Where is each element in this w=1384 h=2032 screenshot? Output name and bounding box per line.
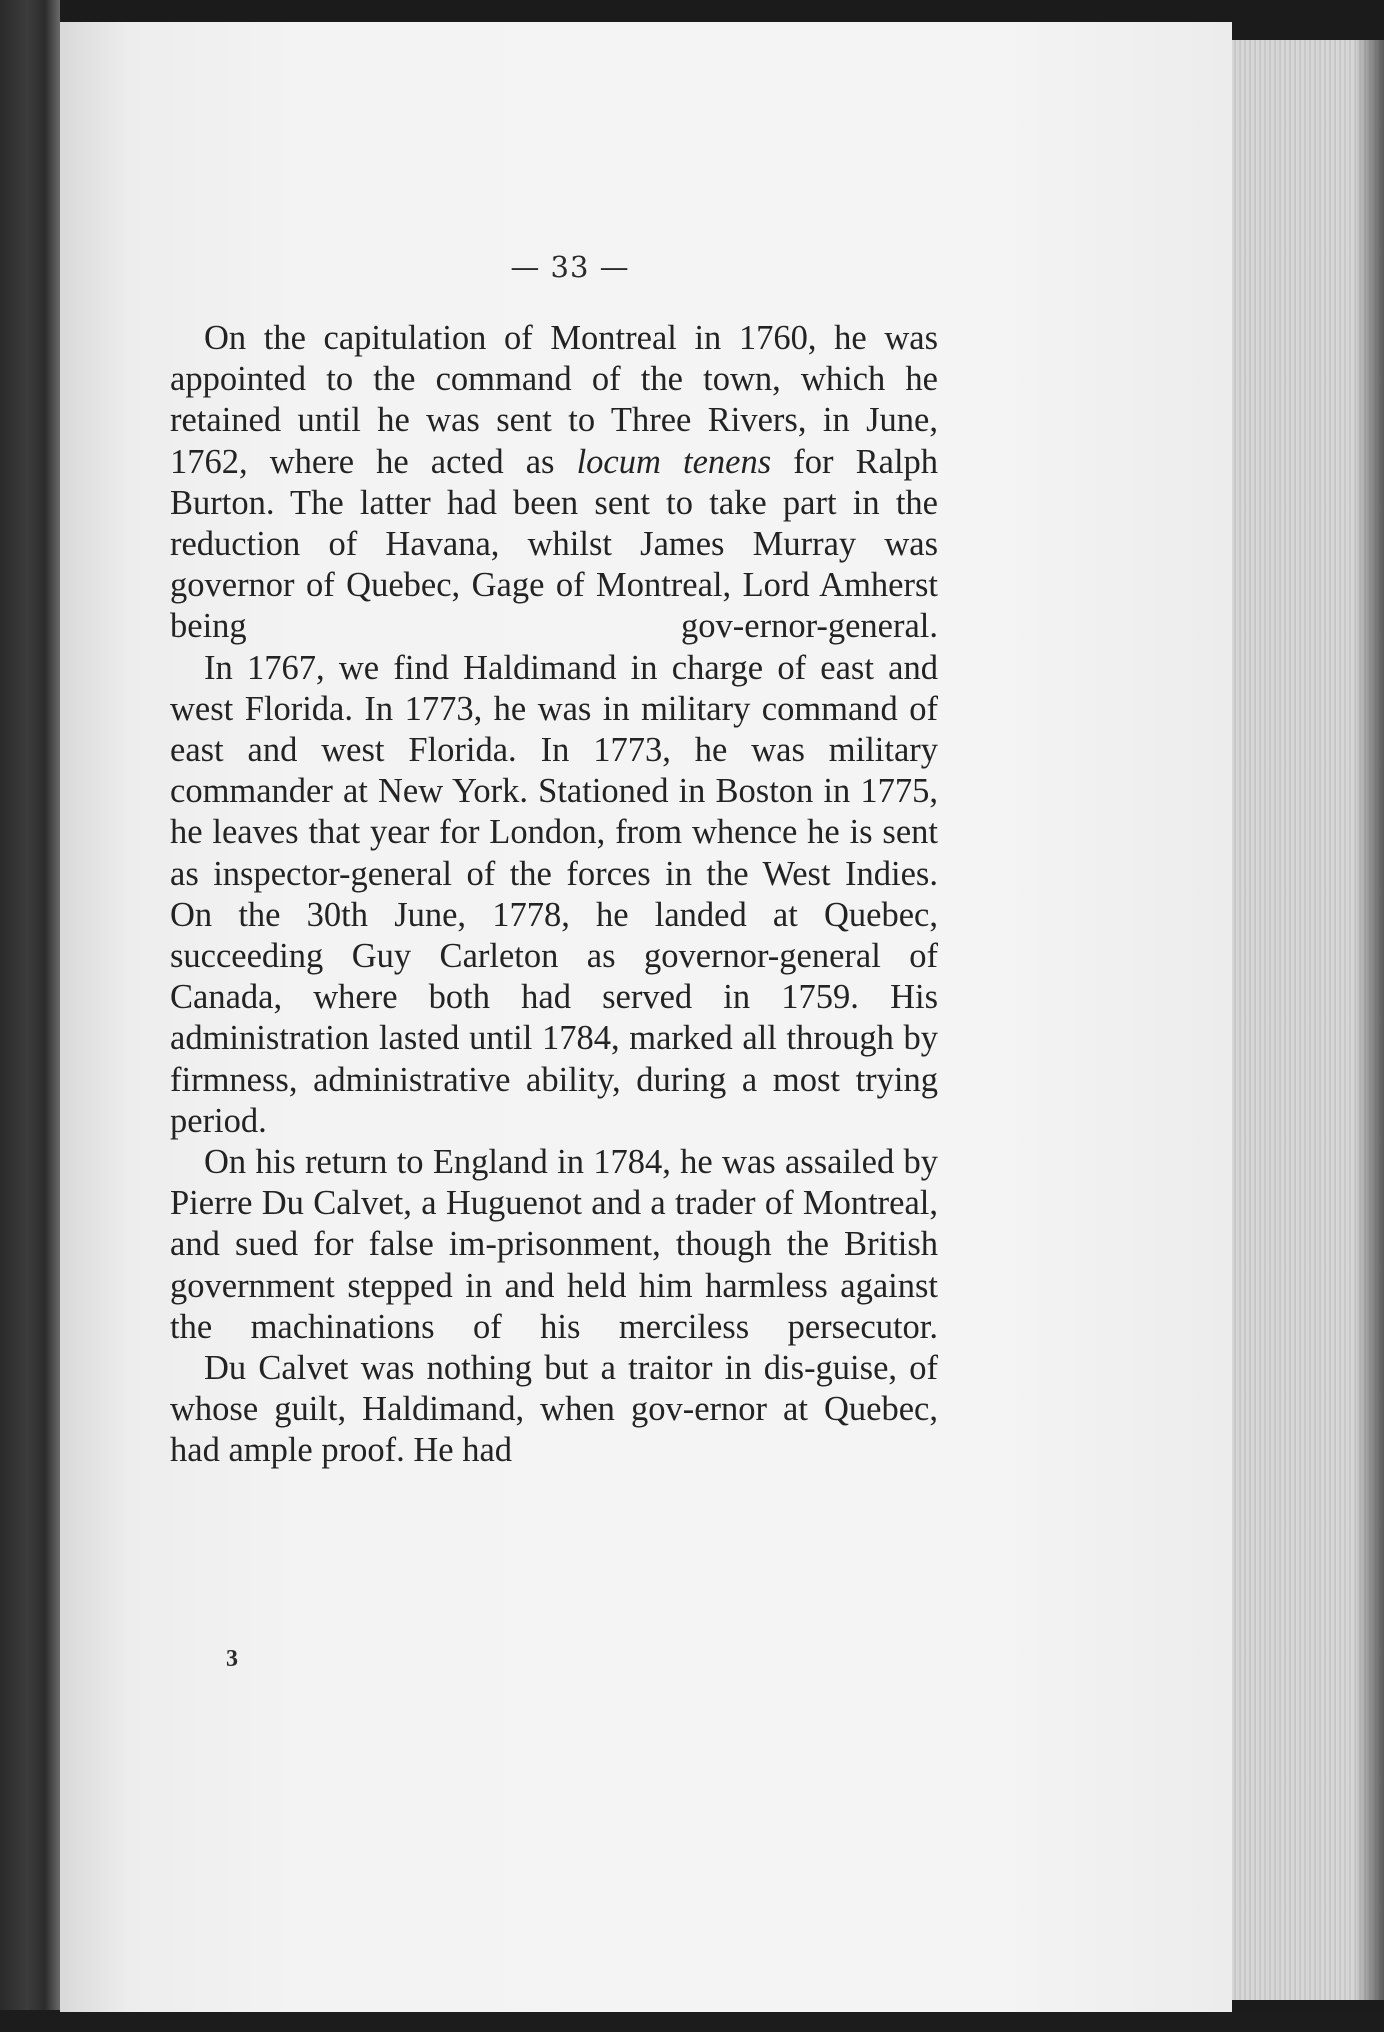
- paragraph-4: Du Calvet was nothing but a traitor in dis-guise, of whose guilt, Haldimand, when gov-ernor at Quebec, had ample proof. He had: [170, 1349, 938, 1470]
- paragraph-1-before-italic: On the capitulation of Montreal in 1760, he was appointed to the command of the town, which he retained until he was sent to Three Rivers, in June, 1762, where he acted as: [170, 319, 938, 481]
- bottom-shadow: [0, 2010, 1384, 2032]
- book-page-edges: [1232, 40, 1384, 2000]
- page-number: — 33 —: [510, 250, 630, 284]
- signature-mark: 3: [226, 1646, 238, 1672]
- paragraph-2: In 1767, we find Haldimand in charge of east and west Florida. In 1773, he was in military command of east and west Florida. In 1773, he was military commander at New York. Stationed in Boston in 1775, he leaves that year for London, from whence he is sent as inspector-general of the forces in the West Indies. On the 30th June, 1778, he landed at Quebec, succeeding Guy Carleton as governor-general of Canada, where both had served in 1759. His administration lasted until 1784, marked all through by firmness, administrative ability, during a most trying period.: [170, 648, 938, 1140]
- paragraph-1: [170, 318, 938, 648]
- paragraph-1-after-italic: for Ralph Burton. The latter had been sent to take part in the reduction of Havana, whilst James Murray was governor of Quebec, Gage of Montreal, Lord Amherst being gov-ernor-general.: [170, 442, 939, 646]
- italic-latin-term: locum tenens: [576, 442, 772, 481]
- book-binding-shadow: [0, 0, 60, 2032]
- paragraph-3: On his return to England in 1784, he was assailed by Pierre Du Calvet, a Huguenot and a trader of Montreal, and sued for false im-prisonment, though the British government stepped in and held him harmless against the machinations of his merciless persecutor.: [170, 1143, 938, 1346]
- body-text: [170, 318, 938, 1472]
